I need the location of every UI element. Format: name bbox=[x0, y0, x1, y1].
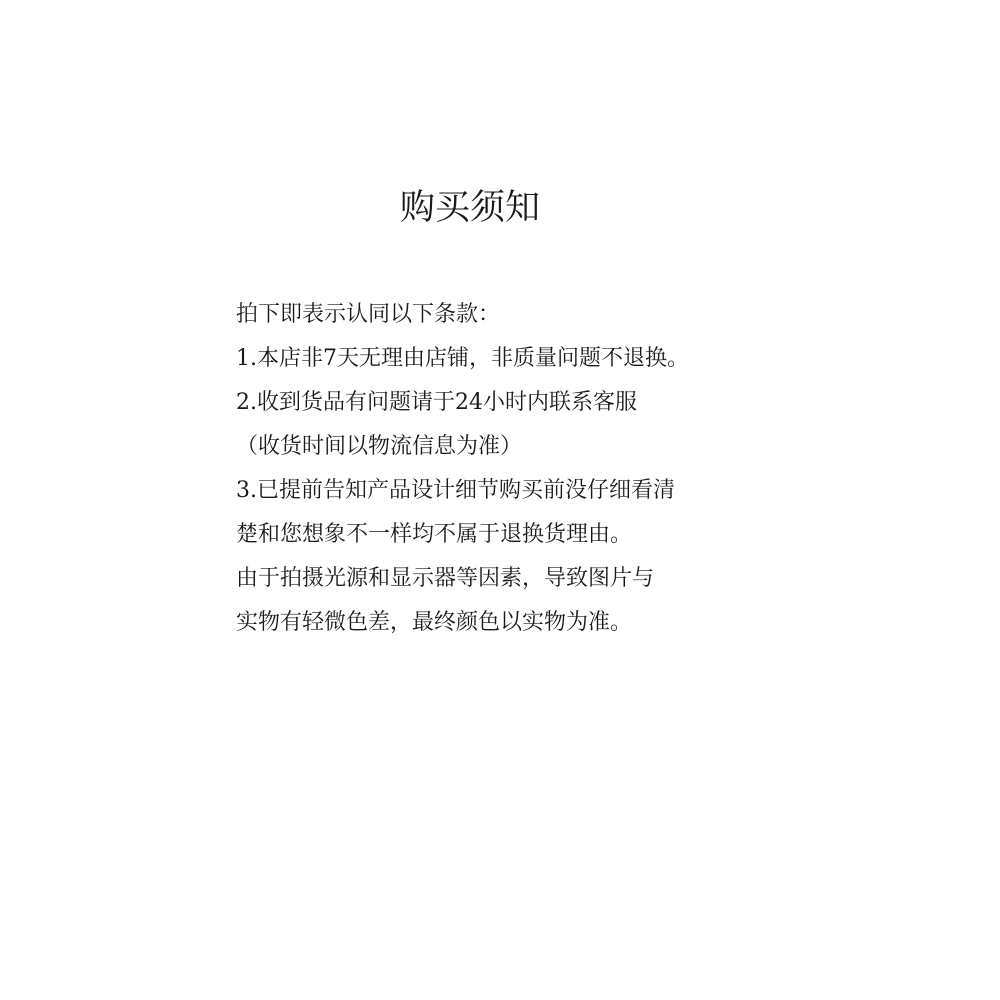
notice-line: 楚和您想象不一样均不属于退换货理由。 bbox=[236, 522, 633, 547]
notice-line: 实物有轻微色差，最终颜色以实物为准。 bbox=[236, 610, 633, 635]
notice-line: 1.本店非7天无理由店铺，非质量问题不退换。 bbox=[236, 346, 689, 371]
notice-line: 由于拍摄光源和显示器等因素，导致图片与 bbox=[236, 566, 655, 591]
notice-title: 购买须知 bbox=[399, 188, 540, 228]
notice-line: 3.已提前告知产品设计细节购买前没仔细看清 bbox=[236, 478, 675, 503]
notice-line: 2.收到货品有问题请于24小时内联系客服 bbox=[236, 390, 637, 415]
notice-body bbox=[236, 293, 796, 645]
notice-line: 拍下即表示认同以下条款： bbox=[236, 302, 501, 327]
notice-line: （收货时间以物流信息为准） bbox=[236, 434, 523, 459]
